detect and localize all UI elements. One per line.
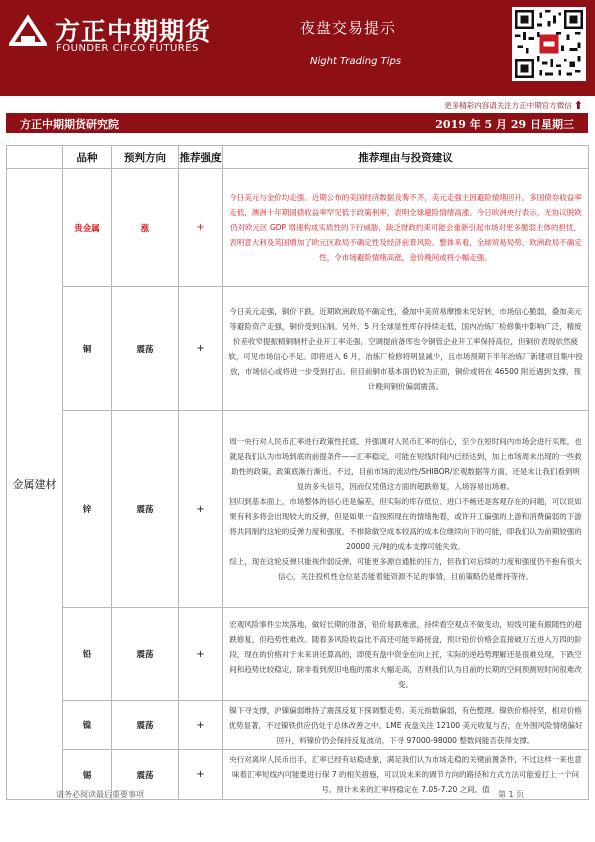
strength-cell: + [179, 608, 223, 701]
variety-cell: 镍 [63, 701, 112, 750]
strength-cell: + [179, 169, 223, 287]
disclaimer-notice: 请务必阅读最后重要事项 [56, 790, 144, 799]
header-strength: 推荐强度 [179, 146, 223, 169]
variety-cell: 锌 [63, 411, 112, 608]
reason-paragraph: 回归到基本面上，市场整体的信心还是偏差，但实际的库存低位、进口不畅还是客观存在的问题，可以说如果有利多将会出现较大的反弹，但是如果一直按照现在的情绪拖着，或许开工偏强的上游和消费偏弱的下游将共同制约这轮的反弹力度和强度，不排除做空成本较高的成本位继续向下的可能，即我们认为前期较强的 20000 元/吨的成本支撑可能失效。 [229, 497, 582, 551]
header-variety: 品种 [63, 146, 112, 169]
follow-text: 更多精彩内容请关注方正中期官方微信 [444, 101, 572, 110]
info-bar [6, 113, 588, 133]
reason-paragraph: 宏观风险事件尘埃落地，做好长期的准备，铅价易跌难涨，持续看空观点不做变动，短线可能有跟随性的超跌修复，但趋势性难改。随着多风险收益比不高还可能半路接盘，预计铅价价格会直接破万五进入万四的阶段，现在的价格对于未来讲还算高的，即使有盘中资金在向上托，实际的逆趋势理解还是很难兑现，下跌空间和趋势比较稳定，除非看到废旧电瓶的需求大幅走高，否则我们认为目前的长期的空间预测短时间很难改变。 [229, 619, 582, 689]
table-row [7, 608, 589, 701]
company-name-cn: 方正中期期货 [55, 17, 212, 46]
reason-paragraph: 央行对离岸人民币出手，汇率已经有站稳迹象，满足我们认为市场走稳的关键前置条件，不过这样一来也意味着汇率短线内可能要进行保 7 的相关措施，可以说未来的调节方向的路径和方式方法可能爱打上一个问号。预计未来的汇率将稳定在 7.05-7.20 之间。值 [229, 755, 582, 794]
table-row [7, 701, 589, 750]
page-footer [0, 787, 595, 842]
follow-wechat-prompt [444, 99, 583, 112]
strength-cell: + [179, 411, 223, 608]
direction-cell: 震荡 [112, 608, 179, 701]
page-number: 第 1 页 [498, 790, 525, 799]
report-date: 2019 年 5 月 29 日星期三 [435, 118, 574, 131]
report-header [0, 0, 595, 96]
variety-cell: 贵金属 [63, 169, 112, 287]
company-logo-icon [9, 14, 47, 52]
reason-cell [223, 411, 589, 608]
direction-cell: 涨 [112, 169, 179, 287]
header-reason: 推荐理由与投资建议 [223, 146, 589, 169]
wechat-qr-code-icon [512, 7, 586, 81]
strength-cell: + [179, 701, 223, 750]
company-name-en: FOUNDER CIFCO FUTURES [56, 43, 199, 54]
reason-paragraph: 镍下寻支撑，沪镍偏弱维持了震荡反复下探调整走势。美元指数偏弱，有色整理。镍铁价格持坚，相对价格优势显著，不过镍铁供应仍处于总体改善之中。LME 夜盘关注 12100 美元收复与否，在外围风险情绪偏好回升，料镍价仍会保持反复波动，下寻 97000-98000 整数间能否获得支撑。 [228, 706, 583, 745]
reason-cell [223, 701, 589, 750]
direction-cell: 震荡 [112, 701, 179, 750]
table-row [7, 411, 589, 608]
variety-cell: 锡 [63, 750, 112, 800]
reason-cell [223, 287, 589, 411]
reason-paragraph: 周一央行对人民币汇率进行政策性托底，并强调对人民币汇率的信心，至少在短时间内市场会进行买账，也就是我们认为市场到底的前提条件——汇率稳定，可能在短线时间内已经达到，加上市场周末出现的一些救助性的政策，政策底渐行渐近。不过，目前市场的流动性/SHIBOR/宏观数据等方面，还是未让我们看到明显的多头信号，因而仅凭借这方面的超跌修复，入场容易出场难。 [229, 437, 582, 491]
report-subtitle: Night Trading Tips [310, 56, 402, 67]
strength-cell: + [179, 287, 223, 411]
header-sector [7, 146, 63, 169]
reason-cell [223, 169, 589, 287]
direction-cell: 震荡 [112, 750, 179, 800]
arrow-up-icon: ⬆ [573, 99, 583, 112]
recommendation-table [6, 145, 589, 800]
reason-paragraph: 今日美元与金价均走强。近期公布的美国经济数据良莠不齐，美元走强主因避险情绪回升。多国债券收益率走低，澳洲十年期国债收益率罕见低于政策利率，表明全球避险情绪高涨。今日欧洲央行表示，无协议脱欧仍对欧元区 GDP 增速构成实质性的下行威胁，缺乏财政约束可能会重新引起市场对更多脆弱主体的担忧，表明意大利及英国增加了欧元区政局不确定性及经济前景风险。整体来看，全球贸易局势、欧洲政局不确定性，令市场避险情绪高涨，金价晚间或将小幅走强。 [229, 193, 582, 262]
header-direction: 预判方向 [112, 146, 179, 169]
table-row [7, 287, 589, 411]
table-body [7, 169, 589, 800]
reason-cell [223, 608, 589, 701]
variety-cell: 铅 [63, 608, 112, 701]
strength-cell: + [179, 750, 223, 800]
institute-name: 方正中期期货研究院 [20, 118, 119, 131]
reason-paragraph: 今日美元走强，铜价下跌。近期欧洲政局不确定性，叠加中美贸易摩擦未见好转，市场信心脆弱，叠加美元等避险资产走强，铜价受到压制。另外，5 月全球显性库存持续走低，国内冶炼厂检修集中影响广泛，精废价差收窄提振精铜制杆企业开工率走强，空调提前备库也令铜管企业开工率保持高位，但铜价表现依然疲软，可见市场信心不足。即将进入 6 月，冶炼厂检修将明显减少，且市场预期下半年冶炼厂新建项目集中投放，市场信心或将进一步受到打击。但目前铜市基本面仍较为正面，铜价或将在 46500 附近遇到支撑，预计晚间铜价偏弱震荡。 [228, 306, 583, 391]
table-header-row [7, 146, 589, 169]
direction-cell: 震荡 [112, 287, 179, 411]
table-row [7, 169, 589, 287]
sector-label: 金属建材 [7, 169, 63, 800]
variety-cell: 铜 [63, 287, 112, 411]
reason-paragraph: 综上，现在这轮反弹只能视作弱反弹，可能更多源自通胀的压力，但我们对后续的力度和强度仍不抱有很大信心，关注投机性仓位是否能着能资源不足的事情，目前策略仍是维持等待。 [229, 557, 582, 581]
report-title: 夜盘交易提示 [300, 19, 397, 37]
direction-cell: 震荡 [112, 411, 179, 608]
